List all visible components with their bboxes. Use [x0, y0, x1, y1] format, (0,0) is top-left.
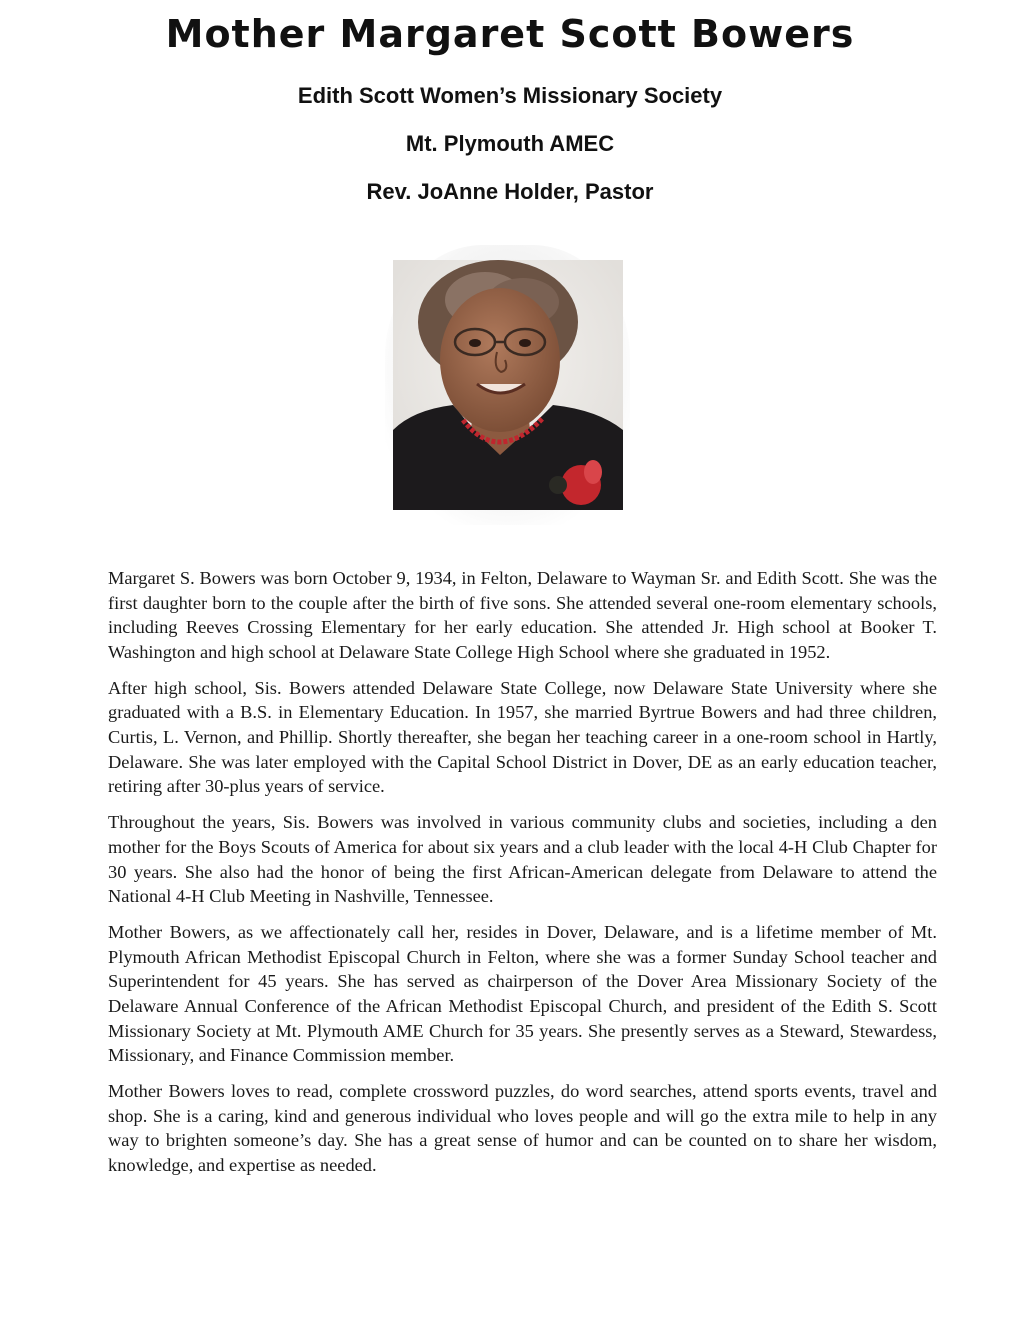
biography [108, 566, 937, 1189]
bio-paragraph: Throughout the years, Sis. Bowers was involved in various community clubs and societies, including a den mother for the Boys Scouts of America for about six years and a club leader with the local 4-H Club Chapter for 30 years. She also had the honor of being the first African-American delegate from Delaware to attend the National 4-H Club Meeting in Nashville, Tennessee. [108, 812, 937, 907]
bio-paragraph: After high school, Sis. Bowers attended Delaware State College, now Delaware State University where she graduated with a B.S. in Elementary Education. In 1957, she married Byrtrue Bowers and had three children, Curtis, L. Vernon, and Phillip. Shortly thereafter, she began her teaching career in a one-room school in Hartly, Delaware. She was later employed with the Capital School District in Dover, DE as an early education teacher, retiring after 30-plus years of service. [108, 677, 937, 797]
portrait-photo-icon [393, 260, 623, 510]
church-subtitle: Mt. Plymouth AMEC [405, 131, 615, 156]
portrait-photo [385, 245, 630, 525]
page-title: Mother Margaret Scott Bowers [165, 12, 855, 56]
organization-subtitle: Edith Scott Women’s Missionary Society [297, 83, 723, 108]
pastor-subtitle: Rev. JoAnne Holder, Pastor [366, 179, 654, 204]
bio-paragraph: Mother Bowers loves to read, complete crossword puzzles, do word searches, attend sports events, travel and shop. She is a caring, kind and generous individual who loves people and will go the extra mile to help in any way to brighten someone’s day. She has a great sense of humor and can be counted on to share her wisdom, knowledge, and expertise as needed. [108, 1081, 937, 1176]
bio-paragraph: Mother Bowers, as we affectionately call her, resides in Dover, Delaware, and is a lifetime member of Mt. Plymouth African Methodist Episcopal Church in Felton, where she was a former Sunday School teacher and Superintendent for 45 years. She has served as chairperson of the Dover Area Missionary Society of the Delaware Annual Conference of the African Methodist Episcopal Church, and president of the Edith S. Scott Missionary Society at Mt. Plymouth AME Church for 35 years. She presently serves as a Steward, Stewardess, Missionary, and Finance Commission member. [108, 922, 937, 1066]
bio-paragraph: Margaret S. Bowers was born October 9, 1934, in Felton, Delaware to Wayman Sr. and Edith Scott. She was the first daughter born to the couple after the birth of five sons. She attended several one-room elementary schools, including Reeves Crossing Elementary for her early education. She attended Jr. High school at Booker T. Washington and high school at Delaware State College High School where she graduated in 1952. [108, 568, 937, 662]
